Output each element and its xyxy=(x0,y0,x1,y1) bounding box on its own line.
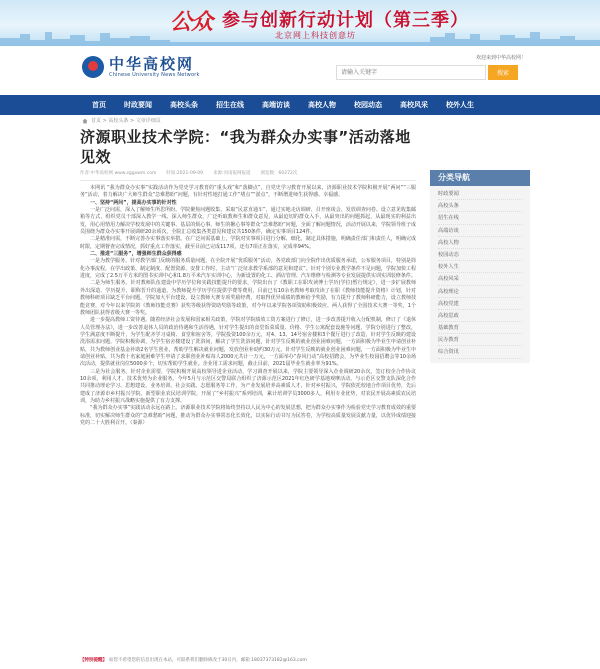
footnote-text: 如您不希望您的信息出现在本站，可联系我们删除修改于30日内，邮箱 18037373182@163.com xyxy=(109,658,307,663)
sidebar-item[interactable]: 高校风采 xyxy=(438,273,522,285)
search-input[interactable] xyxy=(336,65,486,80)
article xyxy=(80,127,416,427)
footnote xyxy=(80,657,520,663)
sidebar-item[interactable]: 高校头条 xyxy=(438,200,522,212)
article-subheading: 一、坚持“两问”，提高办实事的针对性 xyxy=(90,199,177,206)
article-paragraph: 进一步提高教师工资待遇。随着经济社会发展和国家相关政策，学院对学院绩效工资方案进行了修订，进一步改善提升收入分配机制，修订了《退休人员管理办法》，进一步改善退休人员的政治待遇和生活待遇，针对学生提出的食堂饭菜质量、价格、学生公寓配套设施等问题，学院分别进行了整改，学生满意度不断提升，为学生配齐学习桌椅、食堂和宿舍等，学院投资100余万元，对4、13、14号宿舍楼和3个餐厅进行了改造，针对学生反映的建设洗浴需求问题，学院积极协调，为学生宿舍楼建设了洗浴间，解决了学生洗浴问题，针对学生反映的就业创业困难问题，一方面积极为毕业生申请创业补贴，共为教师创业基金补助2名学生创业，帮助学生解决就业问题，发放创业补助约30万元，针对学生反映的就业创业困难问题，一方面积极为毕业生申请创业补贴，共为教十名家庭困难学生申请了求职创业补贴每人2000元共计一万元，一方面举办“春风行动”高校招聘会，为毕业生校园招聘会等10余场次活动，提供就业岗位5000多个，切实帮助学生就业。企业用工需求问题，截止目前，2021届毕业生就业率为91%。 xyxy=(80,317,416,368)
nav-item-life[interactable]: 校外人生 xyxy=(446,101,474,109)
home-icon xyxy=(82,118,88,124)
article-title: 济源职业技术学院：“我为群众办实事”活动落地见效 xyxy=(80,128,411,166)
article-paragraph: “我为群众办实事”实践活动永远在路上。济源职业技术学院将始终坚持以人民为中心的发展思想，把为群众办实事作为检验党史学习教育成效的重要标准，切实解决师生群众的“急难愁盼”问题，推动为群众办实事常态化长效化，以实际行动书写为民答卷，为学校高质量发展贡献力量，以优异成绩迎接党的二十大胜利召开。（秦源） xyxy=(80,405,416,426)
sidebar-item[interactable]: 招生在线 xyxy=(438,212,522,224)
main-nav xyxy=(0,95,600,115)
sidebar-item[interactable]: 高校思政 xyxy=(438,310,522,322)
sidebar-item[interactable]: 综合资讯 xyxy=(438,346,522,358)
nav-item-people[interactable]: 高校人物 xyxy=(308,101,336,109)
sidebar-item[interactable]: 校外人生 xyxy=(438,261,522,273)
category-sidebar xyxy=(430,170,530,363)
welcome-text: 欢迎来到中华高校网！ xyxy=(475,55,526,61)
article-paragraph: 一是广泛问需，深入了解师生所思所盼。学院聚焦问题收集，采取“民意直通车”，通过实地走访调研、召开座谈会、发放调查问卷、设立意见收集邮箱等方式，组织党员干部深入教学一线、深入师生群众，广泛听取教师生和群众意见，从最迫切的群众入手，从最突出的问题抓起，从最现实的利益出发，用心用情用力解决学校发展中的关键事、基层的烦心事、师生的揪心事等群众“急难愁盼”问题，全面了解问题情况，活动开展以来，学院领导班子成员围绕为群众办实事开展调研20余项次，全院汇总收集各类意见和建议共150条件，确定实事项目124件。 xyxy=(80,207,416,236)
brand-name-en: Chinese University News Network xyxy=(109,72,200,78)
footnote-tag: 【特别提醒】 xyxy=(80,658,107,663)
article-origin: 来源:河南报网报道 xyxy=(213,171,251,176)
breadcrumb-text[interactable]: 首页 > 高校头条 > 文章详细页 xyxy=(91,118,161,124)
nav-item-headlines[interactable]: 高校头条 xyxy=(170,101,198,109)
sidebar-item[interactable]: 校园动态 xyxy=(438,249,522,261)
banner-title: 参与创新行动计划（第三季） xyxy=(222,10,469,31)
article-subheading: 二、推进“三服务”，增强师生群众获得感 xyxy=(90,251,182,258)
top-banner[interactable] xyxy=(0,0,600,46)
article-date: 时间:2021-09-09 xyxy=(166,171,204,176)
search-button[interactable]: 搜索 xyxy=(488,65,518,80)
sidebar-item[interactable]: 高校党建 xyxy=(438,298,522,310)
sidebar-item[interactable]: 时政要闻 xyxy=(438,188,522,200)
sidebar-item[interactable]: 高校人物 xyxy=(438,237,522,249)
nav-item-home[interactable]: 首页 xyxy=(92,101,106,109)
article-paragraph: 三是为社会服务。针对企业需要，学院积极开展高校领导进企业活动，学习调查开展以来，学院主要领导深入企业调研20余次，签订校企合作协议10余项，利用人才、技术优势为企业服务。今年5月与示范区交警局联合组织了济源示范区2021年红色研学基地观摩活动，与示范区交警支队深化合作共同推动理论学习、思想建设、业务培训、社会实践、志愿服务等工作，为产业发展培养高素质人才，针对乡村振兴，学院依托校地合作项目优势，先后建成了济源市乡村振兴学院、新型职业农民培训学院，开展了“乡村振兴”系列培训，累计培训学员3000多人，利用专业优势，对农民开展高素质农民培训，为助力乡村振兴战略实施提供了有力支撑。 xyxy=(80,368,416,404)
globe-icon xyxy=(82,56,104,78)
nav-item-politics[interactable]: 时政要闻 xyxy=(124,101,152,109)
nav-item-interviews[interactable]: 高端访谈 xyxy=(262,101,290,109)
breadcrumb xyxy=(82,117,161,124)
banner-subtitle: 北京网上科技创意坊 xyxy=(275,31,356,40)
sidebar-item[interactable]: 民办教育 xyxy=(438,334,522,346)
article-body xyxy=(80,185,416,427)
article-paragraph: 二是为师生服务。针对教师队伍建设中学历学位和实践技能提升的要求，学院出台了《教职工在职攻读博士学历(学位)暂行规定》，进一步扩展教师外出深造，学历提升、职称晋升的通道，为教师提升学历学位提供学费等费用，目前已有10余名教师考取攻读了在职《教师技能提升资格》计划，针对教师科研项目缺乏平台问题，学院加大平台建设，设立教师大赛专项奖励经费，对取得优异成绩的教师给予奖励，有力提升了教师科研能力，设立教师技能竞赛，对今年以来学院的《教师技能竞赛》获奖等级获得资助奖励等政策，对今年以来学院各项资助积极效应，两人获得了全国技术大赛一等奖，1个教师团队获得省级大赛一等奖。 xyxy=(80,280,416,316)
site-header xyxy=(0,46,600,94)
sidebar-item[interactable]: 高校理论 xyxy=(438,286,522,298)
nav-item-campus[interactable]: 校园动态 xyxy=(354,101,382,109)
sidebar-title: 分类导航 xyxy=(430,170,530,186)
site-logo[interactable] xyxy=(82,56,200,78)
sidebar-list xyxy=(430,186,530,363)
article-paragraph: 本网讯 “我为群众办实事”实践活动作为党史学习教育的“重头戏”和“落脚点”，自党史学习教育开展以来，济源职业技术学院积极开展“两问”“三服务”活动，着力解决广大师生群众“急难愁盼”问题，有针对性地打通工作“堵点”“淤点”，不断增进师生获得感、幸福感。 xyxy=(80,185,416,199)
article-paragraph: 一是为教学服务。针对教学部门反映的服务质量问题，在全院开展“优质服务”活动，各党政部门向全院作出优质服务承诺，公布服务项目，特别是简化办事流程，在学出政策、制定制度、配置资源、安排工作时，主动“广泛征求教学系部的意见和建议”。针对个别专业教学条件不足问题，学院加快工程进度，完成了2.5万平方米的图书实训中心和1.8万平米汽车实训中心，为新设置的化工、酒店管理、汽车维修与检测等专业发展提供实训实训装修条件。 xyxy=(80,258,416,280)
article-author: 作者:中华高校网 www.zggxwm.com xyxy=(80,171,157,176)
article-paragraph: 二是精准问需，不断完善办实事落实举措。在广泛问需基础上，学院对实事项目进行分解、细化，制定具体措施，明确责任部门和责任人，明确完成时限，定期督查完成情况，抓好重点工作落实，截至目前已完成117项，还有7项正在落实，完成率94%。 xyxy=(80,236,416,250)
nav-item-style[interactable]: 高校风采 xyxy=(400,101,428,109)
sidebar-item[interactable]: 高端访谈 xyxy=(438,225,522,237)
brand-name: 中华高校网 xyxy=(109,55,195,73)
nav-item-admissions[interactable]: 招生在线 xyxy=(216,101,244,109)
article-meta xyxy=(80,170,416,181)
article-views: 浏览数：60272次 xyxy=(260,171,298,176)
banner-logo: 公众 xyxy=(170,9,213,35)
sidebar-item[interactable]: 基础教育 xyxy=(438,322,522,334)
